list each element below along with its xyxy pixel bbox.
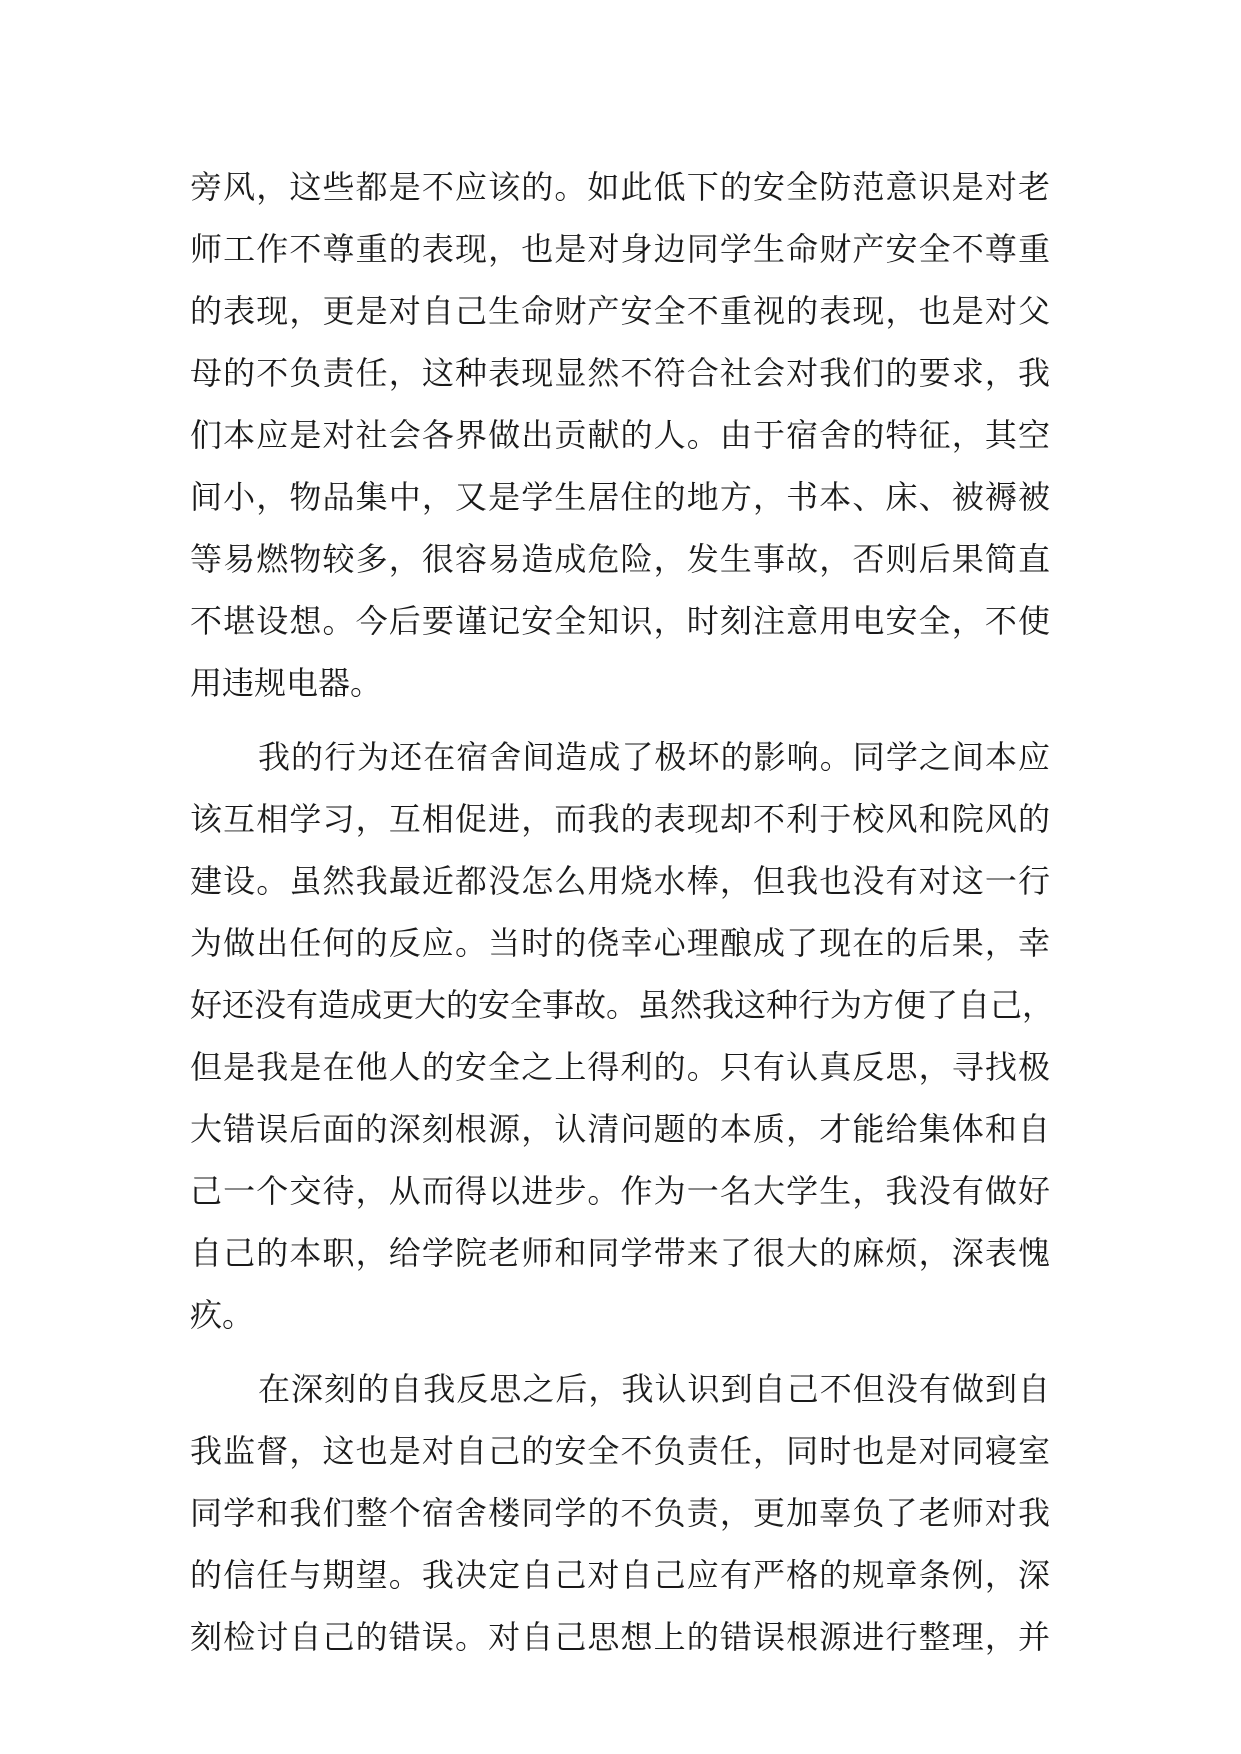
text-line: 建设。虽然我最近都没怎么用烧水棒，但我也没有对这一行: [190, 862, 1050, 900]
text-line: 该互相学习，互相促进，而我的表现却不利于校风和院风的: [190, 800, 1050, 838]
text-line: 等易燃物较多，很容易造成危险，发生事故，否则后果简直: [190, 540, 1050, 578]
paragraph-1: [190, 156, 1050, 714]
text-line: 刻检讨自己的错误。对自己思想上的错误根源进行整理，并: [190, 1618, 1050, 1656]
text-line: 己一个交待，从而得以进步。作为一名大学生，我没有做好: [190, 1172, 1050, 1210]
text-line: 大错误后面的深刻根源，认清问题的本质，才能给集体和自: [190, 1110, 1050, 1148]
paragraph-2: [190, 726, 1055, 1346]
text-line: 好还没有造成更大的安全事故。虽然我这种行为方便了自己，: [190, 986, 1055, 1024]
text-line: 们本应是对社会各界做出贡献的人。由于宿舍的特征，其空: [190, 416, 1050, 454]
text-line: 不堪设想。今后要谨记安全知识，时刻注意用电安全，不使: [190, 602, 1050, 640]
text-line: 我的行为还在宿舍间造成了极坏的影响。同学之间本应: [258, 738, 1050, 776]
text-line: 疚。: [190, 1296, 255, 1334]
paragraph-3: [190, 1358, 1050, 1668]
paragraph-gap: [190, 1346, 1050, 1358]
text-line: 间小，物品集中，又是学生居住的地方，书本、床、被褥被: [190, 478, 1050, 516]
text-line: 但是我是在他人的安全之上得利的。只有认真反思，寻找极: [190, 1048, 1050, 1086]
text-line: 在深刻的自我反思之后，我认识到自己不但没有做到自: [258, 1370, 1050, 1408]
document-body: [190, 156, 1055, 1668]
text-line: 同学和我们整个宿舍楼同学的不负责，更加辜负了老师对我: [190, 1494, 1050, 1532]
text-line: 我监督，这也是对自己的安全不负责任，同时也是对同寝室: [190, 1432, 1050, 1470]
text-line: 师工作不尊重的表现，也是对身边同学生命财产安全不尊重: [190, 230, 1050, 268]
paragraph-gap: [190, 714, 1050, 726]
text-line: 用违规电器。: [190, 664, 383, 702]
text-line: 的表现，更是对自己生命财产安全不重视的表现，也是对父: [190, 292, 1050, 330]
text-line: 为做出任何的反应。当时的侥幸心理酿成了现在的后果，幸: [190, 924, 1050, 962]
text-line: 旁风，这些都是不应该的。如此低下的安全防范意识是对老: [190, 168, 1050, 206]
text-line: 自己的本职，给学院老师和同学带来了很大的麻烦，深表愧: [190, 1234, 1050, 1272]
text-line: 母的不负责任，这种表现显然不符合社会对我们的要求，我: [190, 354, 1050, 392]
text-line: 的信任与期望。我决定自己对自己应有严格的规章条例，深: [190, 1556, 1050, 1594]
